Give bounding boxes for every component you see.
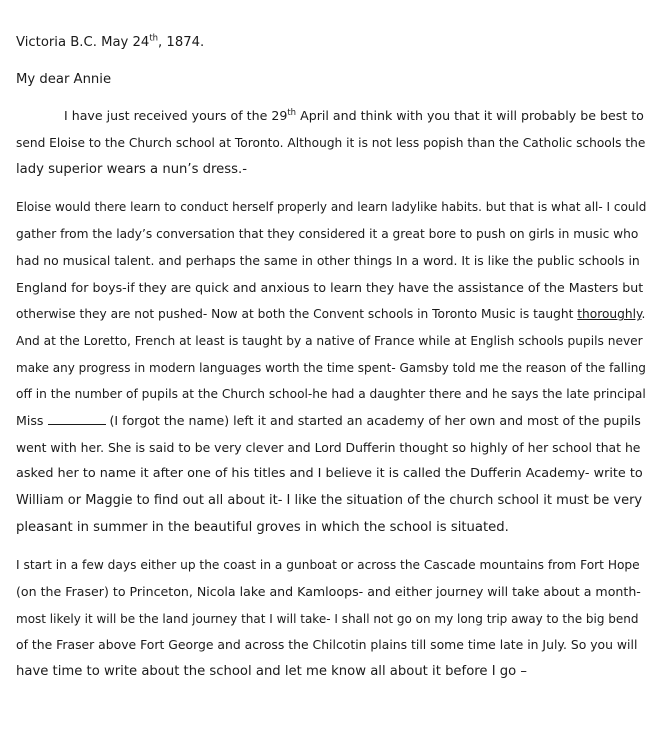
paragraph-2-line-7: make any progress in modern languages worth the time spent- Gamsby told me the reason of the falling [16, 360, 646, 375]
paragraph-2 [16, 194, 646, 541]
paragraph-2-line-5 [16, 301, 646, 328]
paragraph-3 [16, 552, 646, 685]
underlined-word: thoroughly [577, 307, 642, 322]
paragraph-2-line-6: And at the Loretto, French at least is taught by a native of France while at English schools pupils never [16, 333, 643, 348]
paragraph-3-line-2: (on the Fraser) to Princeton, Nicola lake and Kamloops- and either journey will take about a month- [16, 584, 641, 600]
p2-l9-text-a: Miss [16, 412, 48, 428]
name-blank [48, 411, 106, 425]
paragraph-2-line-13: pleasant in summer in the beautiful groves in which the school is situated. [16, 519, 509, 535]
p2-l9-text-b: (I forgot the name) left it and started an academy of her own and most of the pupils [105, 412, 641, 428]
dateline [16, 30, 646, 57]
p2-l5-text-b: . [641, 307, 646, 322]
paragraph-1 [16, 103, 646, 183]
paragraph-2-line-3: had no musical talent. and perhaps the same in other things In a word. It is like the public schools in [16, 252, 640, 268]
dateline-place: Victoria B.C. May 24 [16, 35, 150, 50]
p1-l1-ordinal: th [287, 108, 297, 119]
salutation: My dear Annie [16, 71, 112, 87]
paragraph-1-line-3: lady superior wears a nun’s dress.- [16, 161, 247, 177]
paragraph-1-line-1 [16, 103, 646, 130]
paragraph-2-line-1: Eloise would there learn to conduct herself properly and learn ladylike habits. but that is what all- I could [16, 200, 647, 215]
p1-l1-text-a: I have just received yours of the 29 [64, 108, 288, 124]
paragraph-1-line-2: send Eloise to the Church school at Toronto. Although it is not less popish than the Catholic schools the [16, 136, 646, 151]
p1-l1-text-b: April and think with you that it will probably be best to [296, 108, 644, 124]
paragraph-2-line-8: off in the number of pupils at the Church school-he had a daughter there and he says the late principal [16, 387, 646, 402]
paragraph-2-line-2: gather from the lady’s conversation that they considered it a great bore to push on girls in music who [16, 227, 639, 242]
paragraph-3-line-5: have time to write about the school and let me know all about it before I go – [16, 664, 528, 680]
dateline-suffix: th [149, 33, 159, 44]
paragraph-3-line-1: I start in a few days either up the coast in a gunboat or across the Cascade mountains from Fort Hope [16, 558, 640, 573]
p2-l5-text-a: otherwise they are not pushed- Now at both the Convent schools in Toronto Music is taught [16, 307, 578, 322]
paragraph-2-line-9 [16, 408, 646, 435]
paragraph-2-line-11: asked her to name it after one of his titles and I believe it is called the Dufferin Academy- write to [16, 466, 643, 482]
letter-page [16, 30, 646, 686]
paragraph-3-line-4: of the Fraser above Fort George and across the Chilcotin plains till some time late in July. So you will [16, 637, 638, 653]
paragraph-2-line-4: England for boys-if they are quick and anxious to learn they have the assistance of the Masters but [16, 279, 644, 295]
paragraph-2-line-12: William or Maggie to find out all about it- I like the situation of the church school it must be very [16, 493, 643, 508]
dateline-year: , 1874. [158, 35, 205, 50]
paragraph-2-line-10: went with her. She is said to be very clever and Lord Dufferin thought so highly of her school that he [16, 439, 641, 455]
paragraph-3-line-3: most likely it will be the land journey that I will take- I shall not go on my long trip away to the big bend [16, 611, 639, 626]
